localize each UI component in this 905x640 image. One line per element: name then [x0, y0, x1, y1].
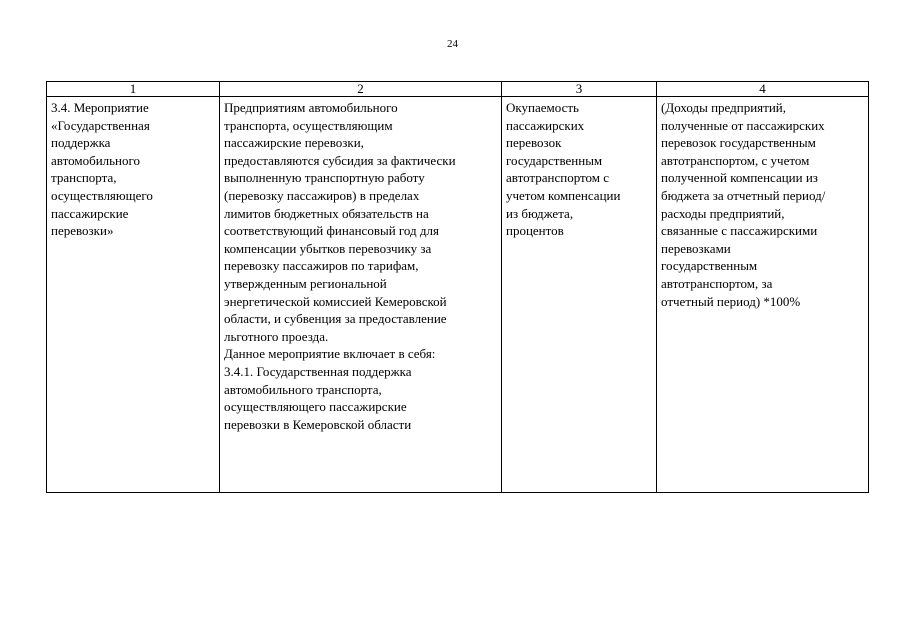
measure-name-text: 3.4. Мероприятие «Государственная поддержка автомобильного транспорта, осуществляющего пассажирские перевозки»: [51, 100, 153, 239]
measure-description-text: Предприятиям автомобильного транспорта, осуществляющим пассажирские перевозки, предоставляются субсидия за фактически выполненную транспортную работу (перевозку пассажиров) в пределах лимитов бюджетных обязательств на соответствующий финансовый год для компенсации убытков перевозчику за перевозку пассажиров по тарифам, утвержденным региональной энергетической комиссией Кемеровской области, и субвенция за предоставление льготного проезда. Данное мероприятие включает в себя: 3.4.1. Государственная поддержка автомобильного транспорта, осуществляющего пассажирские перевозки в Кемеровской области: [224, 100, 456, 432]
indicator-name-cell: [502, 97, 657, 493]
indicator-name-text: Окупаемость пассажирских перевозок государственным автотранспортом с учетом компенсации из бюджета, процентов: [506, 100, 621, 239]
column-header-3: 3: [502, 82, 657, 97]
measure-description-cell: [220, 97, 502, 493]
column-header-1: 1: [47, 82, 220, 97]
indicator-formula-text: (Доходы предприятий, полученные от пассажирских перевозок государственным автотранспортом, с учетом полученной компенсации из бюджета за отчетный период/ расходы предприятий, связанные с пассажирскими перевозками государственным автотранспортом, за отчетный период) *100%: [661, 100, 826, 309]
measures-table: [46, 81, 869, 493]
column-header-4: 4: [657, 82, 869, 97]
page-number: 24: [447, 38, 458, 50]
indicator-formula-cell: [657, 97, 869, 493]
table-row: [47, 97, 869, 493]
column-header-2: 2: [220, 82, 502, 97]
table-header-row: [47, 82, 869, 97]
measure-name-cell: [47, 97, 220, 493]
